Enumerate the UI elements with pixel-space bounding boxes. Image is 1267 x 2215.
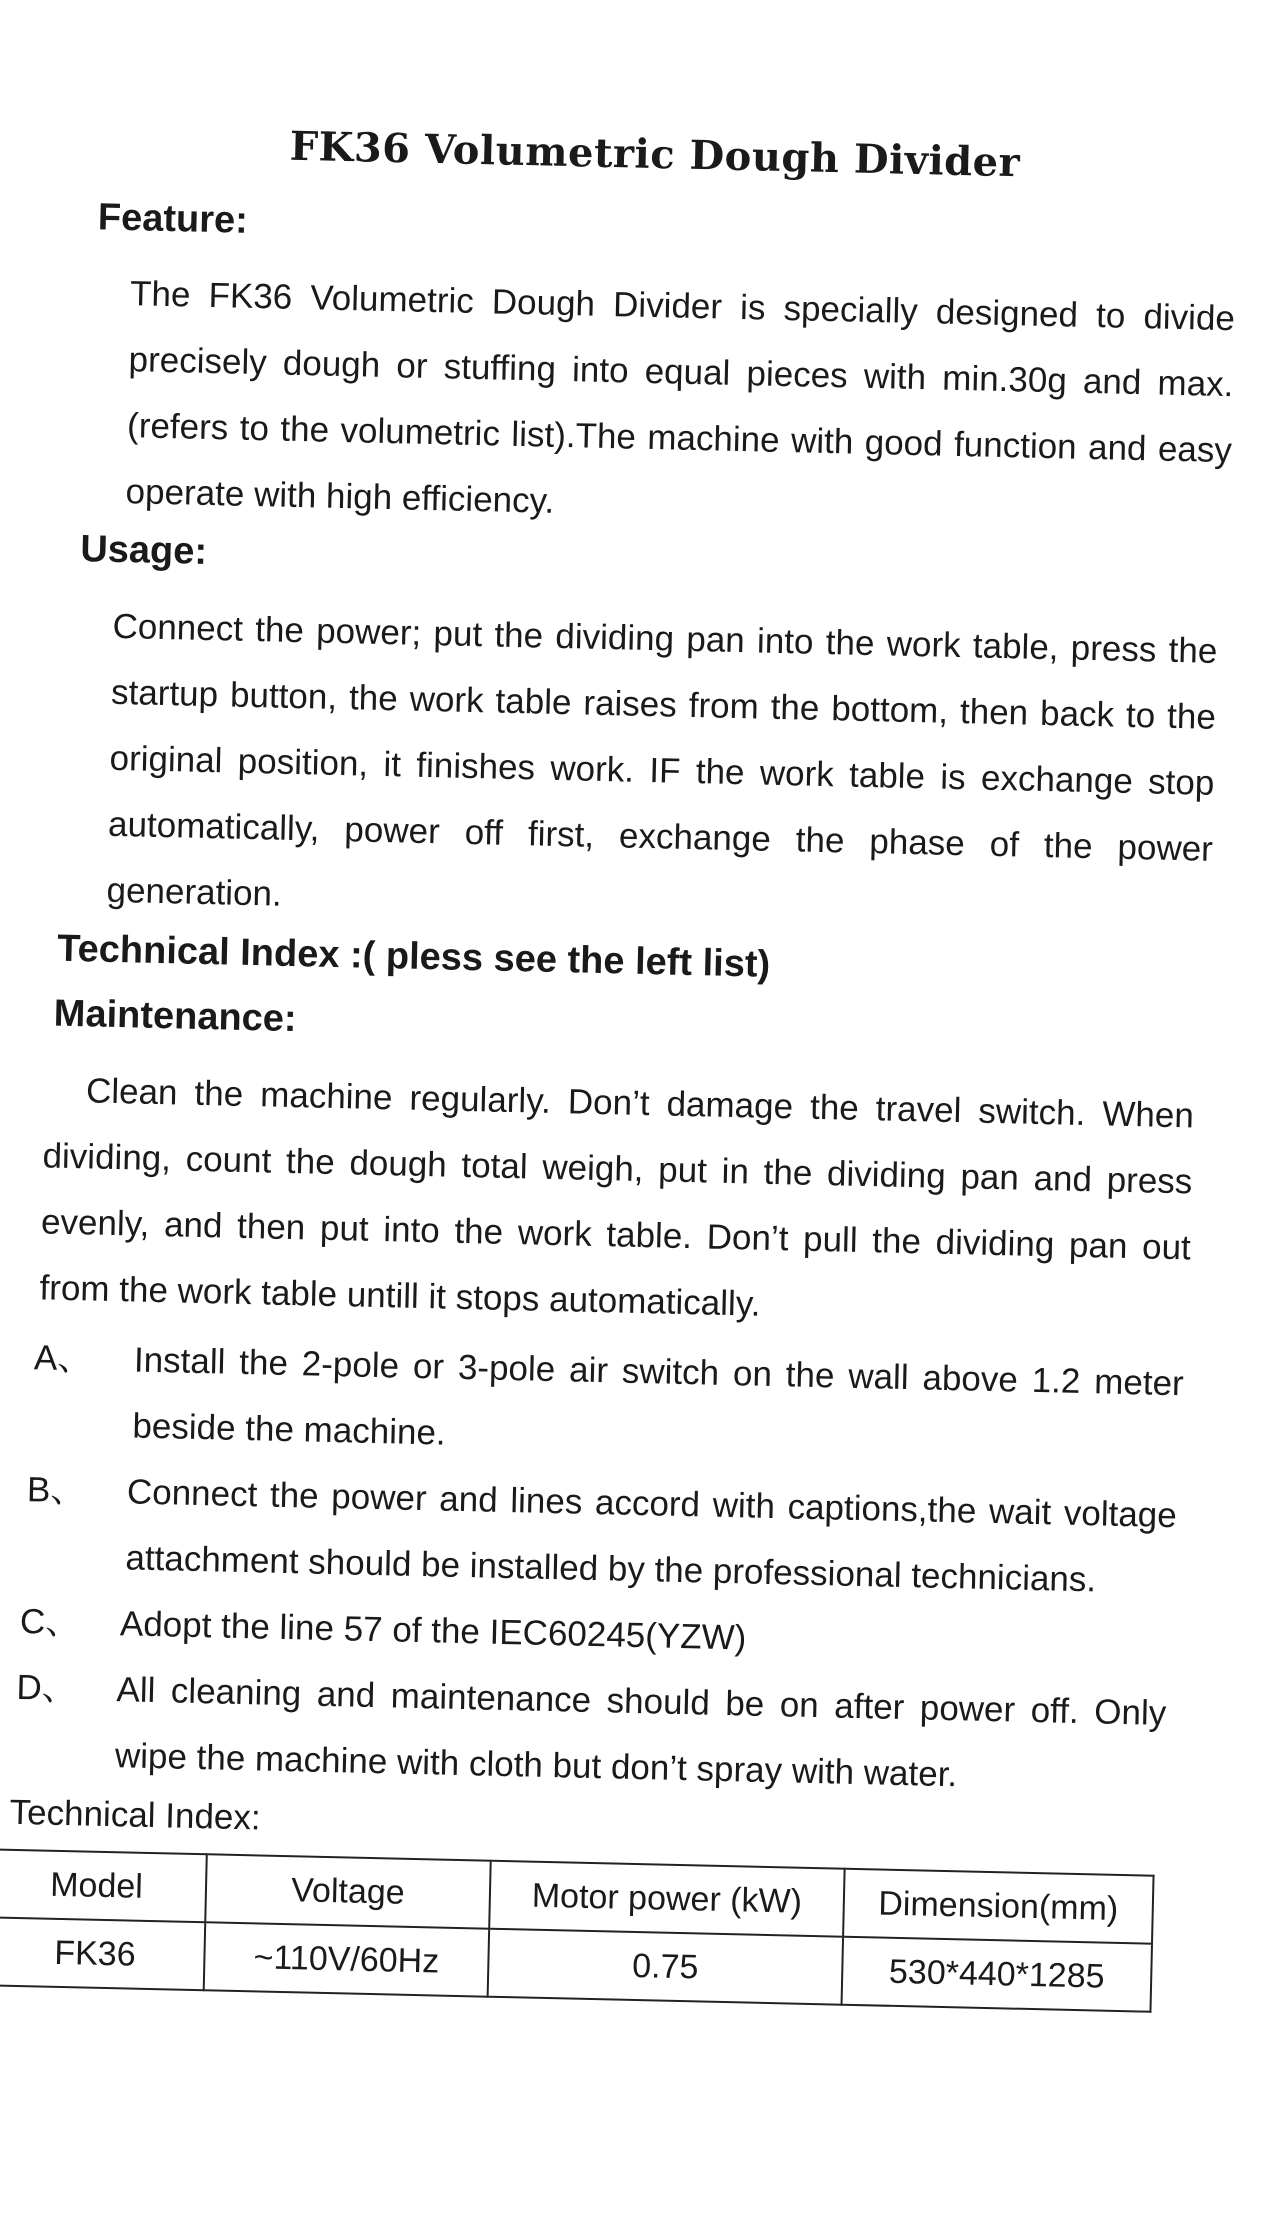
list-item-text: All cleaning and maintenance should be on after power off. Only wipe the machine with cloth but don’t spray with water. (114, 1670, 1167, 1795)
table-cell: FK36 (0, 1917, 205, 1990)
maintenance-item-b (25, 1457, 1178, 1615)
table-header-cell: Model (0, 1849, 207, 1922)
maintenance-item-a (32, 1325, 1185, 1483)
table-cell: 0.75 (488, 1929, 843, 2005)
table-header-cell: Voltage (205, 1854, 490, 1928)
feature-paragraph: The FK36 Volumetric Dough Divider is specially designed to divide precisely dough or stuffing into equal pieces with min.30g and max.(refers to the volumetric list).The machine with good function and easy operate with high efficiency. (125, 274, 1236, 521)
list-item-text: Connect the power and lines accord with captions,the wait voltage attachment should be installed by the professional technicians. (125, 1472, 1178, 1600)
list-marker: D、 (16, 1667, 78, 1709)
maintenance-item-d (14, 1655, 1167, 1813)
technical-index-label: Technical Index: (9, 1792, 262, 1838)
list-item-text: Install the 2-pole or 3-pole air switch on the wall above 1.2 meter beside the machine. (132, 1340, 1185, 1453)
maintenance-heading: Maintenance: (53, 992, 298, 1041)
list-marker: C、 (19, 1601, 81, 1643)
table-header-cell: Motor power (kW) (489, 1861, 844, 1937)
feature-heading: Feature: (97, 196, 249, 242)
usage-paragraph: Connect the power; put the dividing pan into the work table, press the startup button, the work table raises from the bottom, then back to the original position, it finishes work. IF the work table is exchange stop automatically, power off first, exchange the phase of the power generation. (106, 606, 1218, 914)
document-title: FK36 Volumetric Dough Divider (289, 122, 1021, 187)
table-header-cell: Dimension(mm) (843, 1869, 1153, 1944)
list-item-text: Adopt the line 57 of the IEC60245(YZW) (119, 1604, 747, 1658)
spec-table (0, 1848, 1155, 2012)
usage-heading: Usage: (79, 528, 208, 573)
list-marker: A、 (33, 1338, 93, 1379)
technical-index-heading: Technical Index :( pless see the left list) (56, 927, 771, 986)
table-cell: ~110V/60Hz (204, 1922, 489, 1996)
list-marker: B、 (26, 1470, 86, 1511)
table-cell: 530*440*1285 (842, 1937, 1152, 2012)
maintenance-paragraph: Clean the machine regularly. Don’t damage the travel switch. When dividing, count the dough total weigh, put in the dividing pan and press evenly, and then put into the work table. Don’t pull the dividing pan out from the work table untill it stops automatically. (39, 1071, 1195, 1324)
